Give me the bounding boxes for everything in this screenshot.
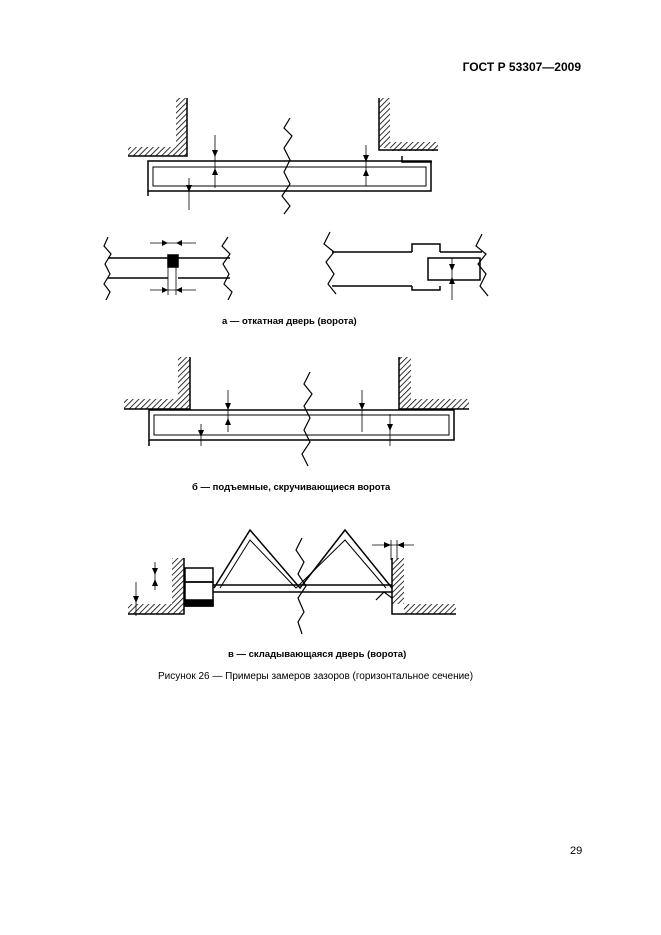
figure-a-sliding-door bbox=[104, 98, 488, 300]
caption-a: а — откатная дверь (ворота) bbox=[222, 316, 357, 327]
figure-b-roll-up-gate bbox=[124, 357, 469, 466]
figure-caption: Рисунок 26 — Примеры замеров зазоров (горизонтальное сечение) bbox=[158, 671, 474, 682]
caption-b: б — подъемные, скручивающиеся ворота bbox=[192, 482, 391, 493]
caption-c: в — складывающаяся дверь (ворота) bbox=[228, 649, 407, 660]
page-number: 29 bbox=[570, 845, 583, 857]
document-header: ГОСТ Р 53307—2009 bbox=[462, 60, 581, 74]
figure-c-folding-door bbox=[128, 530, 456, 634]
